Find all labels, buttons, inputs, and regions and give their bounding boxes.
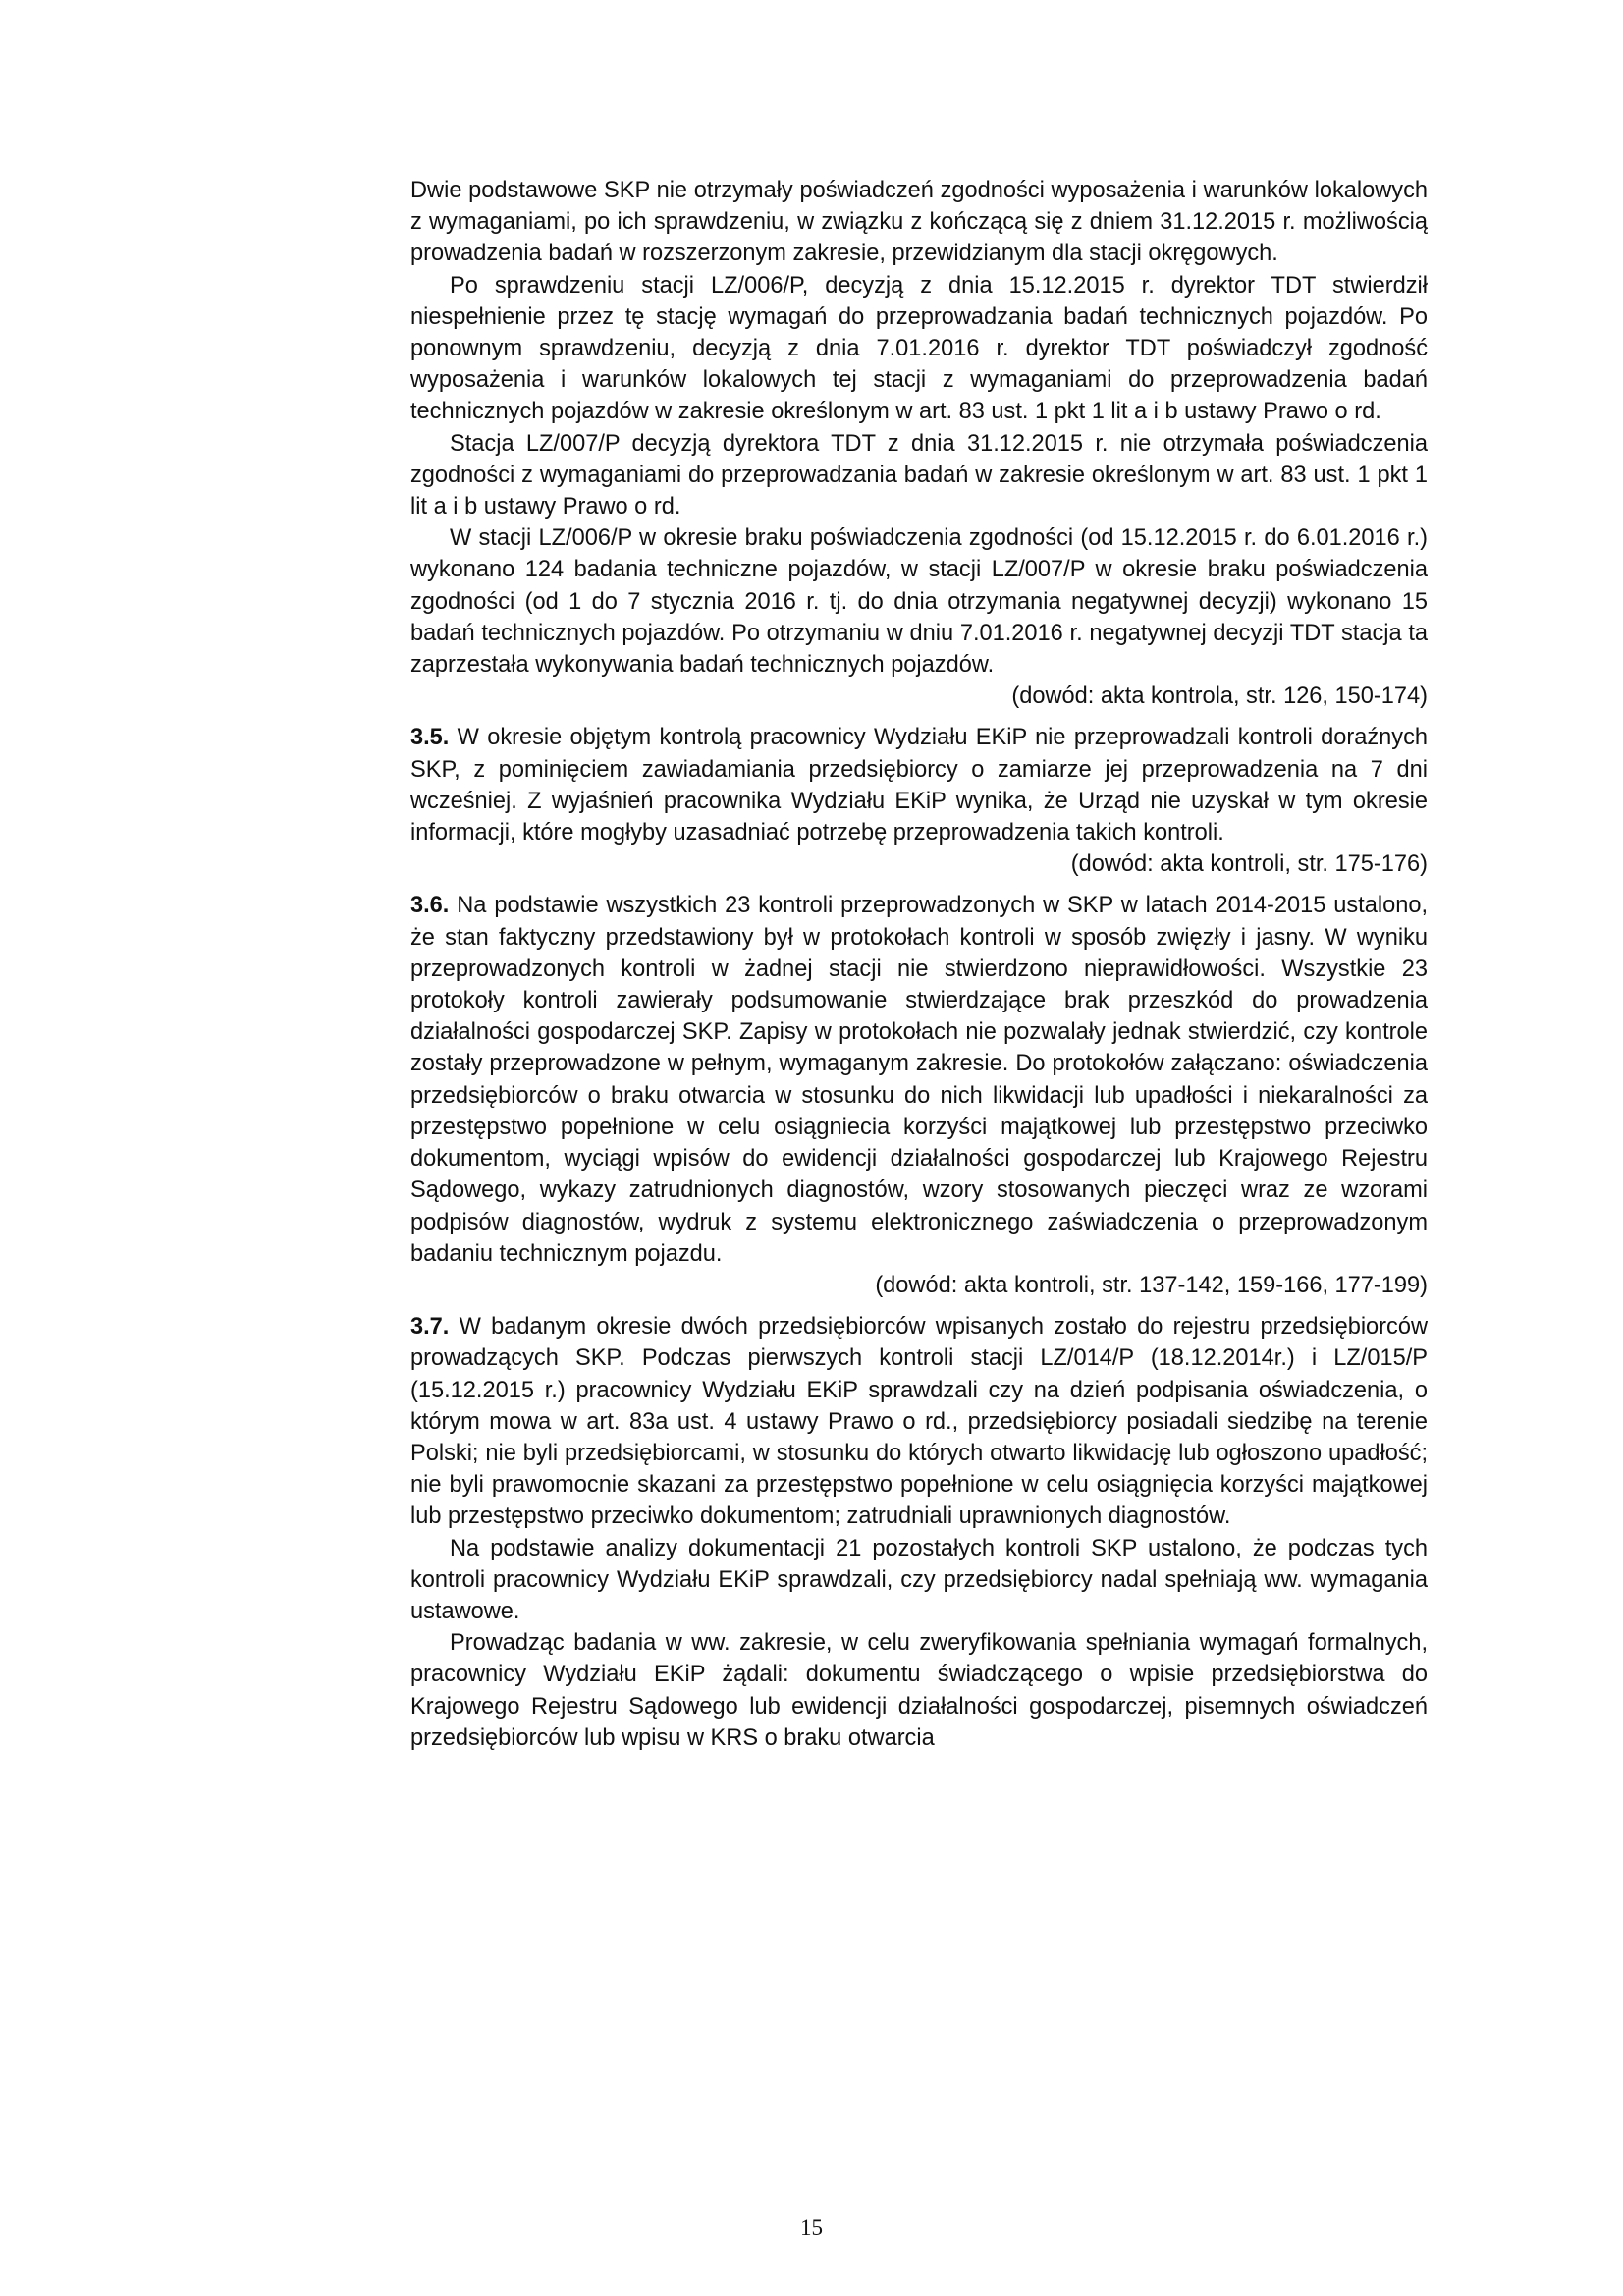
section-text: Na podstawie wszystkich 23 kontroli przeprowadzonych w SKP w latach 2014-2015 ustalono, że stan faktyczny przedstawiony był w protokołach kontroli w sposób zwięzły i jasny. W wyniku przeprowadzonych kontroli w żadnej stacji nie stwierdzono nieprawidłowości. Wszystkie 23 protokoły kontroli zawierały podsumowanie stwierdzające brak przeszkód do prowadzenia działalności gospodarczej SKP. Zapisy w protokołach nie pozwalały jednak stwierdzić, czy kontrole zostały przeprowadzone w pełnym, wymaganym zakresie. Do protokołów załączano: oświadczenia przedsiębiorców o braku otwarcia w stosunku do nich likwidacji lub upadłości i niekaralności za przestępstwo popełnione w celu osiągniecia korzyści majątkowej lub przestępstwo przeciwko dokumentom, wyciągi wpisów do ewidencji działalności gospodarczej lub Krajowego Rejestru Sądowego, wykazy zatrudnionych diagnostów, wzory stosowanych pieczęci wraz ze wzorami podpisów diagnostów, wydruk z systemu elektronicznego zaświadczenia o przeprowadzonym badaniu technicznym pojazdu.: [410, 893, 1428, 1267]
section-paragraph-3-5: [410, 722, 1428, 848]
paragraph: Stacja LZ/007/P decyzją dyrektora TDT z dnia 31.12.2015 r. nie otrzymała poświadczenia zgodności z wymaganiami do przeprowadzania badań w zakresie określonym w art. 83 ust. 1 pkt 1 lit a i b ustawy Prawo o rd.: [410, 430, 1428, 520]
paragraph: Po sprawdzeniu stacji LZ/006/P, decyzją z dnia 15.12.2015 r. dyrektor TDT stwierdził niespełnienie przez tę stację wymagań do przeprowadzania badań technicznych pojazdów. Po ponownym sprawdzeniu, decyzją z dnia 7.01.2016 r. dyrektor TDT poświadczył zgodność wyposażenia i warunków lokalowych tej stacji z wymaganiami do przeprowadzenia badań technicznych pojazdów w zakresie określonym w art. 83 ust. 1 pkt 1 lit a i b ustawy Prawo o rd.: [410, 272, 1428, 425]
paragraph: Prowadząc badania w ww. zakresie, w celu zweryfikowania spełniania wymagań formalnych, pracownicy Wydziału EKiP żądali: dokumentu świadczącego o wpisie przedsiębiorstwa do Krajowego Rejestru Sądowego lub ewidencji działalności gospodarczej, pisemnych oświadczeń przedsiębiorców lub wpisu w KRS o braku otwarcia: [410, 1630, 1428, 1751]
section-paragraph-3-7: [410, 1311, 1428, 1532]
page-number: 15: [800, 2215, 823, 2240]
paragraph: W stacji LZ/006/P w okresie braku poświadczenia zgodności (od 15.12.2015 r. do 6.01.2016 r.) wykonano 124 badania techniczne pojazdów, w stacji LZ/007/P w okresie braku poświadczenia zgodności (od 1 do 7 stycznia 2016 r. tj. do dnia otrzymania negatywnej decyzji) wykonano 15 badań technicznych pojazdów. Po otrzymaniu w dniu 7.01.2016 r. negatywnej decyzji TDT stacja ta zaprzestała wykonywania badań technicznych pojazdów.: [410, 525, 1428, 679]
section-number: 3.6.: [410, 893, 450, 919]
section-paragraph-3-6: [410, 890, 1428, 1269]
paragraph: Na podstawie analizy dokumentacji 21 pozostałych kontroli SKP ustalono, że podczas tych kontroli pracownicy Wydziału EKiP sprawdzali, czy przedsiębiorcy nadal spełniają ww. wymagania ustawowe.: [410, 1535, 1428, 1624]
evidence-reference: (dowód: akta kontroli, str. 175-176): [1070, 851, 1428, 878]
document-body: [410, 175, 1428, 1754]
evidence-reference: (dowód: akta kontrola, str. 126, 150-174): [1011, 683, 1428, 710]
section-text: W badanym okresie dwóch przedsiębiorców wpisanych zostało do rejestru przedsiębiorców prowadzących SKP. Podczas pierwszych kontroli stacji LZ/014/P (18.12.2014r.) i LZ/015/P (15.12.2015 r.) pracownicy Wydziału EKiP sprawdzali czy na dzień podpisania oświadczenia, o którym mowa w art. 83a ust. 4 ustawy Prawo o rd., przedsiębiorcy posiadali siedzibę na terenie Polski; nie byli przedsiębiorcami, w stosunku do których otwarto likwidację lub ogłoszono upadłość; nie byli prawomocnie skazani za przestępstwo popełnione w celu osiągnięcia korzyści majątkowej lub przestępstwo przeciwko dokumentom; zatrudniali uprawnionych diagnostów.: [410, 1314, 1428, 1530]
section-number: 3.7.: [410, 1314, 450, 1340]
evidence-reference: (dowód: akta kontroli, str. 137-142, 159-166, 177-199): [875, 1272, 1428, 1298]
section-text: W okresie objętym kontrolą pracownicy Wydziału EKiP nie przeprowadzali kontroli doraźnych SKP, z pominięciem zawiadamiania przedsiębiorcy o zamiarze jej przeprowadzenia na 7 dni wcześniej. Z wyjaśnień pracownika Wydziału EKiP wynika, że Urząd nie uzyskał w tym okresie informacji, które mogłyby uzasadniać potrzebę przeprowadzenia takich kontroli.: [410, 725, 1428, 847]
section-number: 3.5.: [410, 725, 450, 751]
paragraph: Dwie podstawowe SKP nie otrzymały poświadczeń zgodności wyposażenia i warunków lokalowych z wymaganiami, po ich sprawdzeniu, w związku z kończącą się z dniem 31.12.2015 r. możliwością prowadzenia badań w rozszerzonym zakresie, przewidzianym dla stacji okręgowych.: [410, 178, 1428, 267]
